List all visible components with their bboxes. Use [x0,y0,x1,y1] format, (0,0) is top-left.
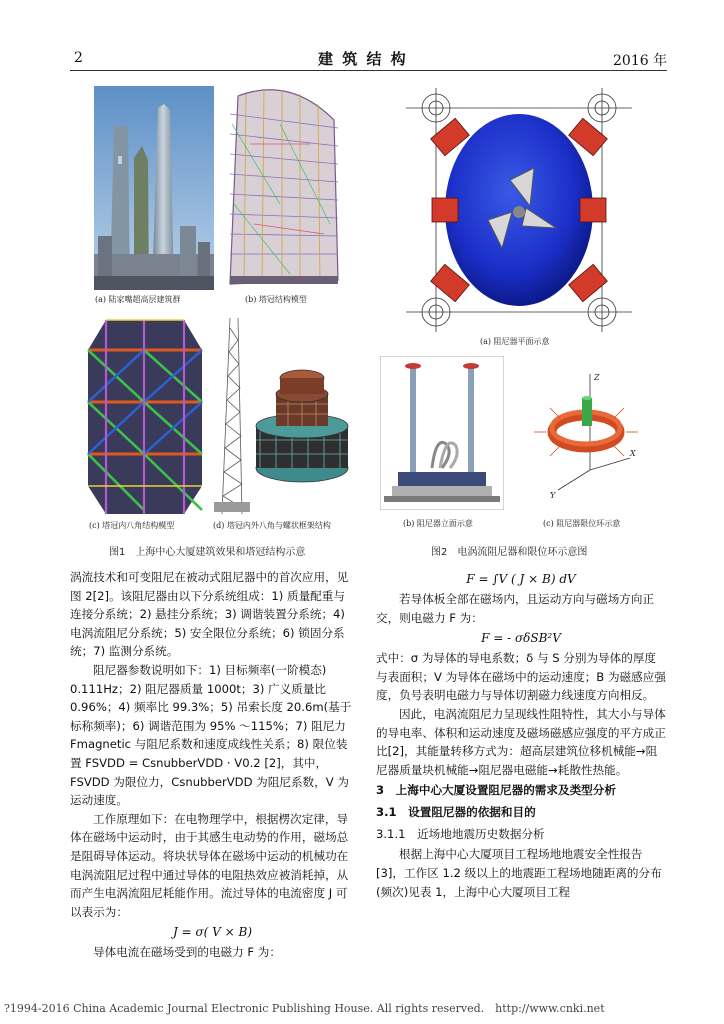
figure1-caption: 图1 上海中心大厦建筑效果和塔冠结构示意 [109,547,306,558]
figure1-c-octagon-model [84,310,206,516]
figure2-b-caption: (b) 阻尼器立面示意 [403,519,473,528]
axis-y-label: Y [550,491,556,500]
section-3-1-1-heading: 3.1.1 近场地地震历史数据分析 [376,827,545,842]
figure2-c-caption: (c) 阻尼器限位环示意 [543,519,621,528]
equation-force: F = - σδSB²V [481,631,561,646]
figure1-a-skyline-photo [94,86,214,290]
figure1-d-caption: (d) 塔冠内外八角与螺状框架结构 [213,521,331,530]
left-paragraph-2: 阻尼器参数说明如下：1) 目标频率(一阶模态) 0.111Hz；2) 阻尼器质量 1000t；3) 广义质量比 0.96%；4) 频率比 99.3%；5) 吊索长度 20.6m(基于标称频率)；6) 调谐范围为 95% ～115%；7) 阻尼力 Fmagnetic 与阻尼系数和速度成线性关系；8) 限位装置 FSVDD = CsnubberVDD · V0.2 [2]，其中，FSVDD 为限位力，CsnubberVDD 为阻尼系数，V 为运动速度。 [70,662,352,808]
right-paragraph-4: 根据上海中心大厦项目工程场地地震安全性报告[3]，工作区 1.2 级以上的地震距工程场地随距离的分布(频次)见表 1，上海中心大厦项目工程 [376,847,662,899]
figure1-b-caption: (b) 塔冠结构模型 [245,295,307,304]
year-label: 2016 年 [613,53,668,69]
page-number: 2 [74,50,83,66]
section-3-1-heading: 3.1 设置阻尼器的依据和目的 [376,805,536,820]
axis-z-label: Z [594,373,600,382]
equation-force-integral: F = ∫V ( J × B) dV [466,572,576,586]
axis-x-label: X [630,449,636,458]
right-paragraph-3: 因此，电涡流阻尼力呈现线性阻特性，其大小与导体的导电率、体积和运动速度及磁场磁感应强度的平方成正比[2]，其能量转移方式为：超高层建筑位移机械能→阻尼器质量块机械能→阻尼器电磁能→耗散性热能。 [376,706,666,777]
figure1-c-caption: (c) 塔冠内八角结构模型 [89,521,175,530]
figure2-a-caption: (a) 阻尼器平面示意 [480,337,550,346]
right-paragraph-1: 若导体板全部在磁场内，且运动方向与磁场方向正交，则电磁力 F 为： [376,592,655,625]
figure1-b-crown-model [220,84,348,290]
equation-current-density: J = σ( V × B) [172,925,253,940]
left-paragraph-4: 导体电流在磁场受到的电磁力 F 为： [93,945,281,960]
figure1-d-mast-spiral-frame [210,318,350,516]
figure2-b-damper-elevation [380,356,504,510]
right-column [376,568,666,901]
footer-copyright: ?1994-2016 China Academic Journal Electronic Publishing House. All rights reserved. http://www.cnki.net [4,1002,605,1015]
section-3-heading: 3 上海中心大厦设置阻尼器的需求及类型分析 [376,783,616,798]
left-paragraph-1: 涡流技术和可变阻尼在被动式阻尼器中的首次应用，见图 2[2]。该阻尼器由以下分系统组成：1) 质量配重与连接分系统；2) 悬挂分系统；3) 调谐装置分系统；4) 电涡流阻尼分系统；5) 安全限位分系统；6) 锁固分系统；7) 监测分系统。 [70,570,349,659]
figure2-c-limit-ring [530,358,640,508]
left-paragraph-3: 工作原理如下：在电物理学中，根据楞次定律，导体在磁场中运动时，由于其感生电动势的作用，磁场总是阻碍导体运动。将块状导体在磁场中运动的机械功在电涡流阻尼过程中通过导体的电阻热效应被消耗掉，从而产生电涡流阻尼耗能作用。流过导体的电流密度 J 可以表示为： [70,811,349,919]
right-paragraph-2: 式中：σ 为导体的导电系数；δ 与 S 分别为导体的厚度与表面积；V 为导体在磁场中的运动速度；B 为磁感应强度，负号表明电磁力与导体切割磁力线速度方向相反。 [376,651,666,703]
header-rule [70,70,667,71]
figure2-a-damper-plan [406,88,632,332]
figure2-caption: 图2 电涡流阻尼器和限位环示意图 [431,547,588,558]
journal-title: 建 筑 结 构 [318,50,408,68]
left-column [70,568,355,962]
figure1-a-caption: (a) 陆家嘴超高层建筑群 [95,295,181,304]
